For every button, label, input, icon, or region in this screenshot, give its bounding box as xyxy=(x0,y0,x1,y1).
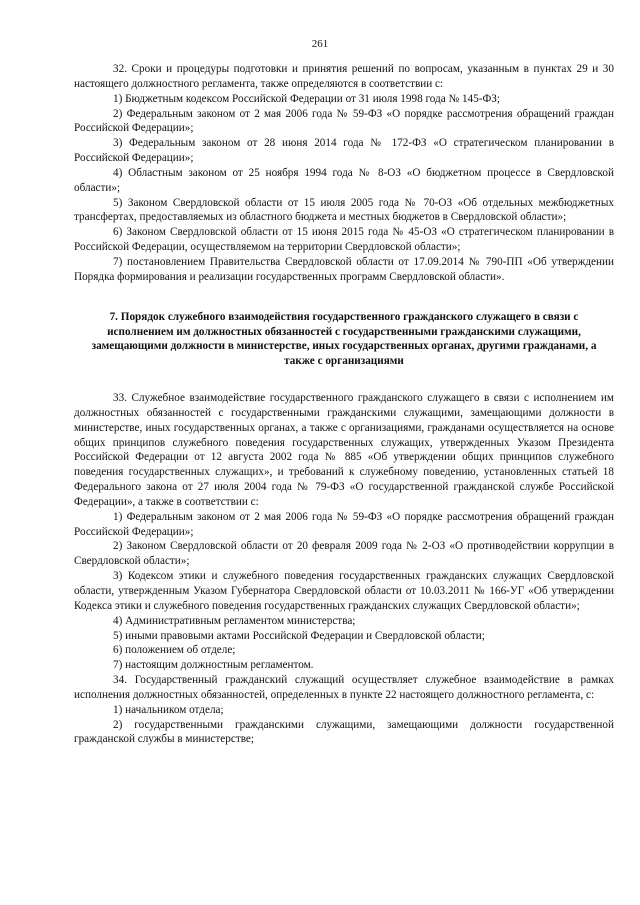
list-item: 5) иными правовыми актами Российской Федерации и Свердловской области; xyxy=(113,629,485,642)
list-item: 6) Законом Свердловской области от 15 июня 2015 года № 45-ОЗ «О стратегическом планировании в Российской Федерации, осуществляемом на территории Свердловской области»; xyxy=(74,226,614,254)
list-item: 2) Законом Свердловской области от 20 февраля 2009 года № 2-ОЗ «О противодействии коррупции в Свердловской области»; xyxy=(74,540,614,568)
list-item: 4) Административным регламентом министерства; xyxy=(113,614,356,627)
list-item: 7) настоящим должностным регламентом. xyxy=(113,659,314,672)
list-item: 4) Областным законом от 25 ноября 1994 года № 8-ОЗ «О бюджетном процессе в Свердловской области»; xyxy=(74,166,614,194)
section-7-heading: 7. Порядок служебного взаимодействия государственного гражданского служащего в связи с исполнением им должностных обязанностей с государственными гражданскими служащими, замещающими должности в министерстве, иных государственных органах, другими гражданами, а также с организациями xyxy=(91,310,597,368)
paragraph-34: 34. Государственный гражданский служащий осуществляет служебное взаимодействие в рамках исполнения должностных обязанностей, определенных в пункте 22 настоящего должностного регламента, с: xyxy=(74,674,614,701)
list-item: 3) Кодексом этики и служебного поведения государственных гражданских служащих Свердловской области, утвержденным Указом Губернатора Свердловской области от 10.03.2011 № 166-УГ «Об утверждении Кодекса этики и служебного поведения государственных гражданских служащих Свердловской области»; xyxy=(74,570,614,612)
paragraph-33: 33. Служебное взаимодействие государственного гражданского служащего в связи с исполнением им должностных обязанностей с государственными гражданскими служащими, замещающими должности в министерстве, иных государственных органах, а также с организациями, гражданами осуществляется на основе общих принципов служебного поведения государственных служащих, утвержденных Указом Президента Российской Федерации от 12 августа 2002 года № 885 «Об утверждении общих принципов служебного поведения государственных служащих», и требований к служебному поведению, установленных статьей 18 Федерального закона от 27 июля 2004 года № 79-ФЗ «О государственной гражданской службе Российской Федерации», а также в соответствии с: xyxy=(74,392,614,508)
list-item: 6) положением об отделе; xyxy=(113,644,236,657)
paragraph-32: 32. Сроки и процедуры подготовки и принятия решений по вопросам, указанным в пунктах 29 и 30 настоящего должностного регламента, также определяются в соответствии с: xyxy=(74,63,614,90)
list-item: 3) Федеральным законом от 28 июня 2014 года № 172-ФЗ «О стратегическом планировании в Российской Федерации»; xyxy=(74,137,614,165)
list-item: 1) Бюджетным кодексом Российской Федерации от 31 июля 1998 года № 145-ФЗ; xyxy=(113,92,501,105)
section-7-body xyxy=(74,391,614,747)
list-item: 1) начальником отдела; xyxy=(113,703,224,716)
list-item: 1) Федеральным законом от 2 мая 2006 года № 59-ФЗ «О порядке рассмотрения обращений граждан Российской Федерации»; xyxy=(74,510,614,538)
list-item: 2) Федеральным законом от 2 мая 2006 года № 59-ФЗ «О порядке рассмотрения обращений граждан Российской Федерации»; xyxy=(74,107,614,135)
list-item: 2) государственными гражданскими служащими, замещающими должности государственной гражданской службы в министерстве; xyxy=(74,718,614,746)
document-body xyxy=(74,62,614,747)
list-item: 7) постановлением Правительства Свердловской области от 17.09.2014 № 790-ПП «Об утверждении Порядка формирования и реализации государственных программ Свердловской области». xyxy=(74,255,614,283)
list-item: 5) Законом Свердловской области от 15 июля 2005 года № 70-ОЗ «Об отдельных межбюджетных трансфертах, предоставляемых из областного бюджета и местных бюджетов в Свердловской области»; xyxy=(74,196,614,224)
page-number: 261 xyxy=(311,38,329,50)
section-6-tail xyxy=(74,62,614,285)
